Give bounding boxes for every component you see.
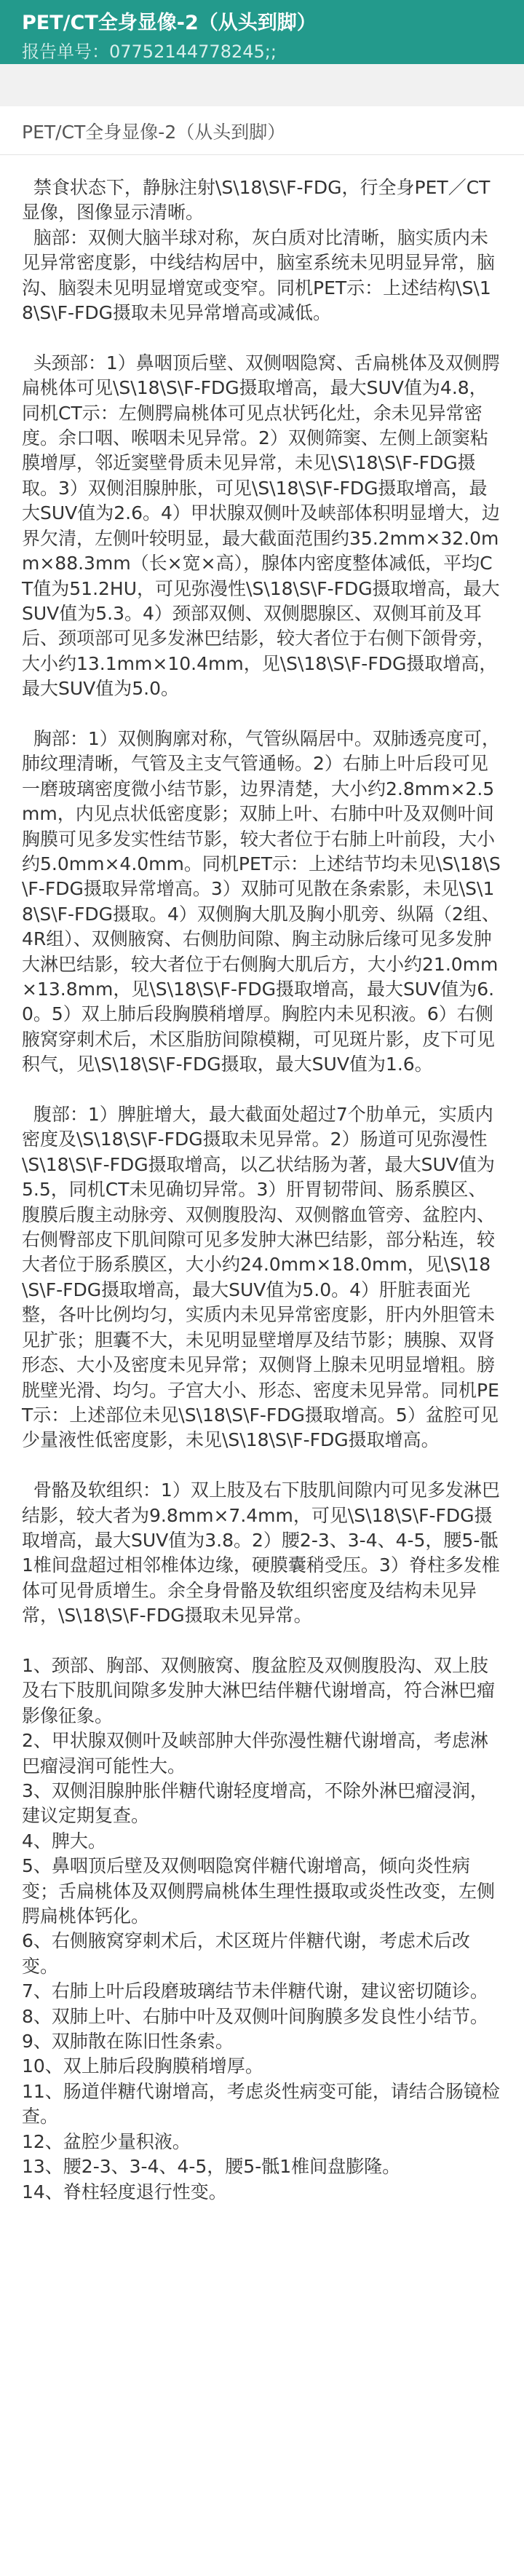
conclusion-item: 9、双肺散在陈旧性条索。 [22,2031,234,2052]
section-title: PET/CT全身显像-2（从头到脚） [0,106,524,155]
conclusion-item: 3、双侧泪腺肿胀伴糖代谢轻度增高，不除外淋巴瘤浸润，建议定期复查。 [22,1780,488,1827]
conclusion-item: 10、双上肺后段胸膜稍增厚。 [22,2055,263,2077]
report-number-value: 07752144778245;; [109,42,277,62]
report-header [0,0,524,64]
report-findings: 禁食状态下，静脉注射\S\18\S\F-FDG，行全身PET／CT显像，图像显示清晰。 脑部：双侧大脑半球对称，灰白质对比清晰，脑实质内未见异常密度影，中线结构居中，脑室系统未见明显异常，脑沟、脑裂未见明显增宽或变窄。同机PET示：上述结构\S\18\S\F-FDG摄取未见异常增高或减低。 头颈部：1）鼻咽顶后壁、双侧咽隐窝、舌扁桃体及双侧腭扁桃体可见\S\18\S\F-FDG摄取增高，最大SUV值为4.8，同机CT示：左侧腭扁桃体可见点状钙化灶，余未见异常密度。余口咽、喉咽未见异常。2）双侧筛窦、左侧上颌窦粘膜增厚，邻近窦壁骨质未见异常，未见\S\18\S\F-FDG摄取。3）双侧泪腺肿胀，可见\S\18\S\F-FDG摄取增高，最大SUV值为2.6。4）甲状腺双侧叶及峡部体积明显增大，边界欠清，左侧叶较明显，最大截面范围约35.2mm×32.0mm×88.3mm（长×宽×高），腺体内密度整体减低，平均CT值为51.2HU，可见弥漫性\S\18\S\F-FDG摄取增高，最大SUV值为5.3。4）颈部双侧、双侧腮腺区、双侧耳前及耳后、颈项部可见多发淋巴结影，较大者位于右侧下颌骨旁，大小约13.1mm×10.4mm，见\S\18\S\F-FDG摄取增高，最大SUV值为5.0。 胸部：1）双侧胸廓对称，气管纵隔居中。双肺透亮度可，肺纹理清晰，气管及主支气管通畅。2）右肺上叶后段可见一磨玻璃密度微小结节影，边界清楚，大小约2.8mm×2.5mm，内见点状低密度影；双肺上叶、右肺中叶及双侧叶间胸膜可见多发实性结节影，较大者位于右肺上叶前段，大小约5.0mm×4.0mm。同机PET示：上述结节均未见\S\18\S\F-FDG摄取异常增高。3）双肺可见散在条索影，未见\S\18\S\F-FDG摄取。4）双侧胸大肌及胸小肌旁、纵隔（2组、4R组）、双侧腋窝、右侧肋间隙、胸主动脉后缘可见多发肿大淋巴结影，较大者位于右侧胸大肌后方，大小约21.0mm×13.8mm，见\S\18\S\F-FDG摄取增高，最大SUV值为6.0。5）双上肺后段胸膜稍增厚。胸腔内未见积液。6）右侧腋窝穿刺术后，术区脂肪间隙模糊，可见斑片影，皮下可见积气，见\S\18\S\F-FDG摄取，最大SUV值为1.6。 腹部：1）脾脏增大，最大截面处超过7个肋单元，实质内密度及\S\18\S\F-FDG摄取未见异常。2）肠道可见弥漫性\S\18\S\F-FDG摄取增高，以乙状结肠为著，最大SUV值为5.5，同机CT未见确切异常。3）肝胃韧带间、肠系膜区、腹膜后腹主动脉旁、双侧腹股沟、双侧髂血管旁、盆腔内、右侧臀部皮下肌间隙可见多发肿大淋巴结影，部分粘连，较大者位于肠系膜区，大小约24.0mm×18.0mm，见\S\18\S\F-FDG摄取增高，最大SUV值为5.0。4）肝脏表面光整，各叶比例均匀，实质内未见异常密度影，肝内外胆管未见扩张；胆囊不大，未见明显壁增厚及结节影；胰腺、双肾形态、大小及密度未见异常；双侧肾上腺未见明显增粗。膀胱壁光滑、均匀。子宫大小、形态、密度未见异常。同机PET示：上述部位未见\S\18\S\F-FDG摄取增高。5）盆腔可见少量液性低密度影，未见\S\18\S\F-FDG摄取增高。 骨骼及软组织：1）双上肢及右下肢肌间隙内可见多发淋巴结影，较大者为9.8mm×7.4mm，可见\S\18\S\F-FDG摄取增高，最大SUV值为3.8。2）腰2-3、3-4、4-5，腰5-骶1椎间盘超过相邻椎体边缘，硬膜囊稍受压。3）脊柱多发椎体可见骨质增生。余全身骨骼及软组织密度及结构未见异常，\S\18\S\F-FDG摄取未见异常。 [22,177,501,1627]
conclusion-item: 13、腰2-3、3-4、4-5，腰5-骶1椎间盘膨隆。 [22,2156,401,2178]
conclusion-item: 4、脾大。 [22,1830,106,1852]
conclusion-item: 1、颈部、胸部、双侧腋窝、腹盆腔及双侧腹股沟、双上肢及右下肢肌间隙多发肿大淋巴结伴糖代谢增高，符合淋巴瘤影像征象。 [22,1654,496,1726]
header-separator [0,64,524,106]
report-number [22,39,502,64]
conclusion-item: 5、鼻咽顶后壁及双侧咽隐窝伴糖代谢增高，倾向炎性病变；舌扁桃体及双侧腭扁桃体生理性摄取或炎性改变，左侧腭扁桃体钙化。 [22,1855,496,1927]
conclusion-item: 12、盆腔少量积液。 [22,2130,191,2152]
conclusion-item: 2、甲状腺双侧叶及峡部肿大伴弥漫性糖代谢增高，考虑淋巴瘤浸润可能性大。 [22,1730,488,1777]
conclusion-item: 14、脊柱轻度退行性变。 [22,2181,227,2202]
report-number-label: 报告单号： [22,42,109,62]
conclusion-item: 6、右侧腋窝穿刺术后，术区斑片伴糖代谢，考虑术后改变。 [22,1930,470,1977]
conclusion-item: 11、肠道伴糖代谢增高，考虑炎性病变可能，请结合肠镜检查。 [22,2080,500,2127]
conclusion-item: 8、双肺上叶、右肺中叶及双侧叶间胸膜多发良性小结节。 [22,2005,488,2027]
report-body [0,155,524,2205]
report-title: PET/CT全身显像-2（从头到脚） [22,12,317,34]
conclusion-item: 7、右肺上叶后段磨玻璃结节未伴糖代谢，建议密切随诊。 [22,1980,488,2002]
